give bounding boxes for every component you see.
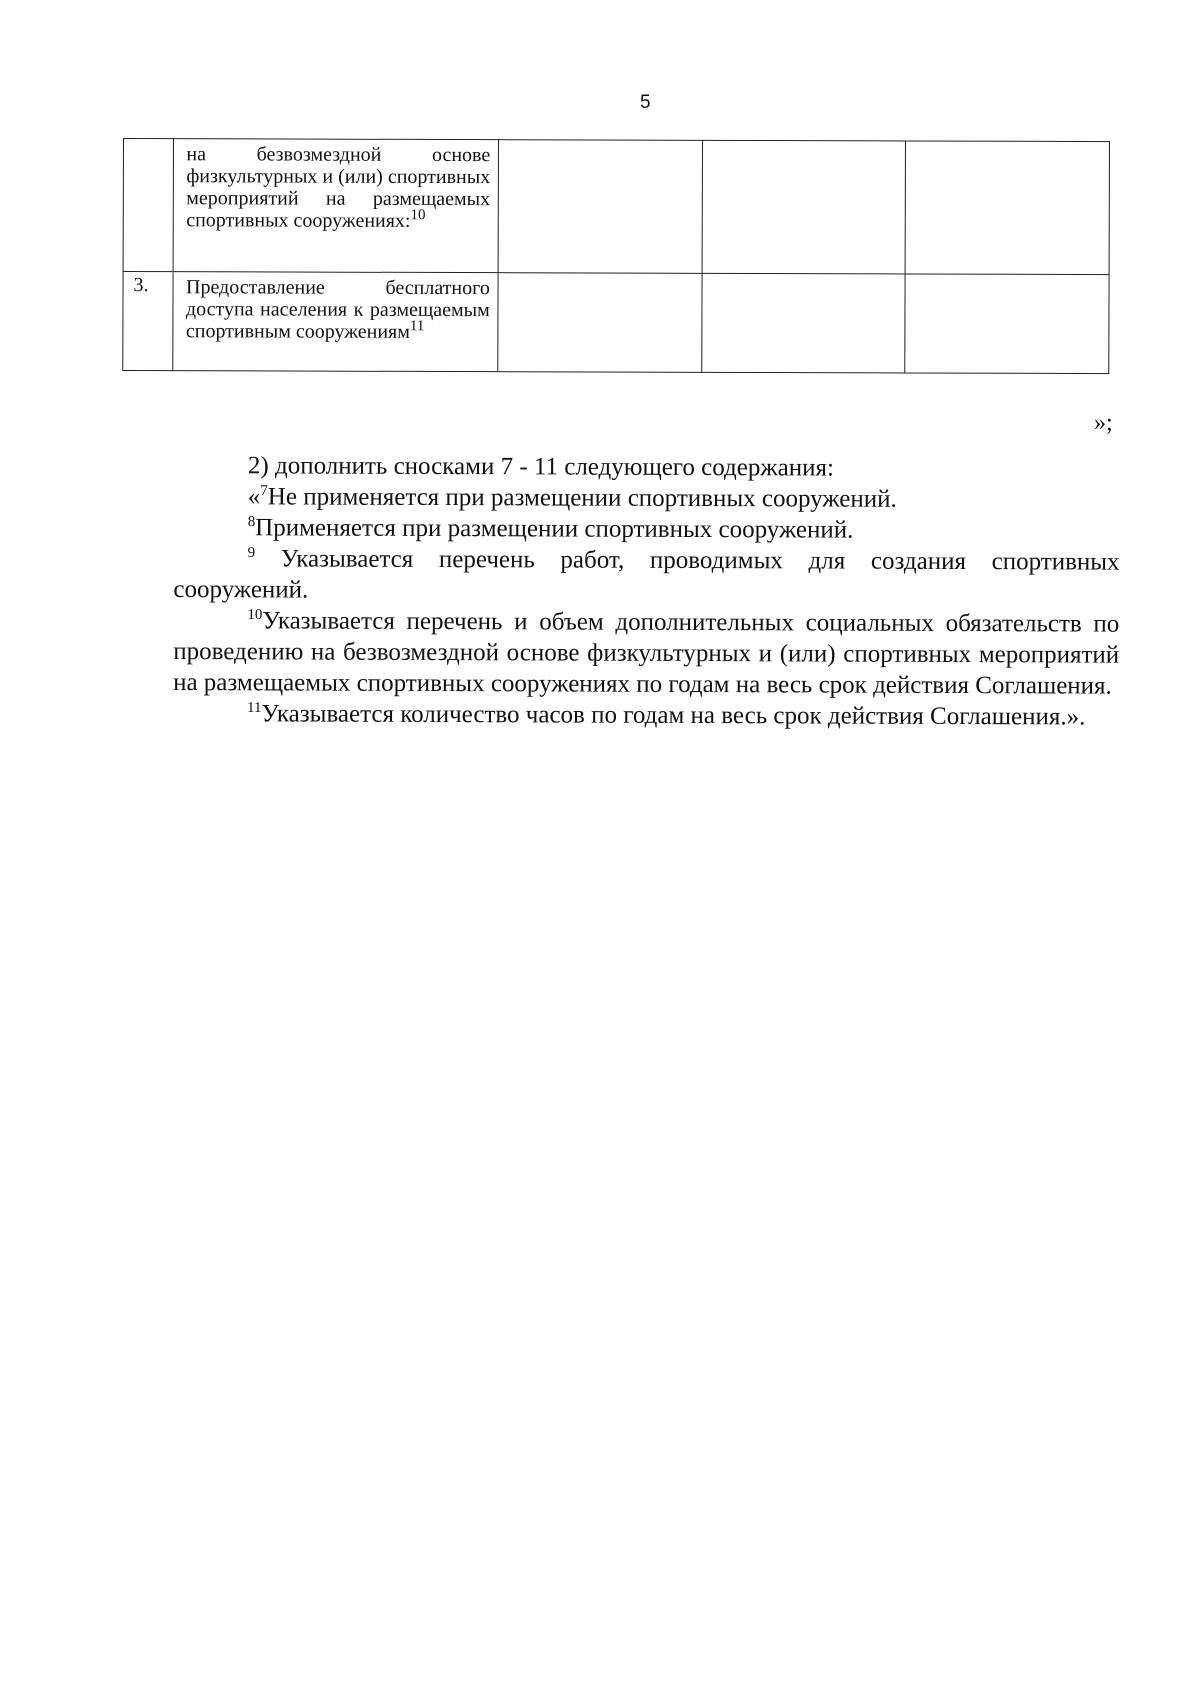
row-number-cell — [123, 139, 174, 272]
footnote-9 — [173, 543, 1119, 609]
table-row — [123, 139, 1109, 275]
footnote-text: Указывается количество часов по годам на весь срок действия Соглашения.». — [261, 700, 1086, 731]
amendment-table — [122, 138, 1110, 374]
footnote-number: 8 — [247, 513, 256, 530]
footnote-text: Применяется при размещении спортивных сооружений. — [255, 514, 854, 544]
footnote-10 — [173, 605, 1119, 702]
footnote-text: Не применяется при размещении спортивных сооружений. — [267, 483, 897, 513]
empty-cell — [905, 141, 1109, 275]
footnote-text: Указывается перечень работ, проводимых для создания спортивных сооружений. — [173, 545, 1120, 604]
closing-quote: »; — [1094, 410, 1113, 436]
empty-cell — [702, 140, 906, 274]
footnote-reference: 11 — [409, 318, 425, 335]
empty-cell — [905, 274, 1109, 374]
row-description-cell — [174, 139, 499, 273]
row-description-text: на безвозмездной основе физкультурных и (или) спортивных мероприятий на размещаемых спортивных сооружениях: — [186, 143, 491, 232]
empty-cell — [498, 273, 702, 373]
row-number-cell: 3. — [123, 272, 174, 371]
amendment-text — [173, 450, 1120, 733]
footnote-text: Указывается перечень и объем дополнительных социальных обязательств по проведению на безвозмездной основе физкультурных и (или) спортивных мероприятий на размещаемых спортивных сооружениях по годам на весь срок действия Соглашения. — [173, 607, 1120, 700]
page-number: 5 — [640, 92, 651, 113]
footnote-8 — [174, 512, 1120, 547]
empty-cell — [702, 273, 906, 373]
opening-quote: « — [247, 483, 261, 511]
empty-cell — [498, 140, 702, 274]
footnote-reference: 10 — [410, 207, 426, 224]
footnote-number: 7 — [260, 483, 268, 500]
footnote-number: 11 — [246, 699, 262, 717]
table-row — [123, 272, 1109, 374]
footnote-11 — [173, 698, 1119, 733]
row-description-cell — [173, 272, 498, 372]
amendment-item: 2) дополнить сносками 7 - 11 следующего содержания: — [247, 452, 835, 482]
footnote-7 — [174, 481, 1120, 516]
footnote-number: 9 — [247, 544, 256, 561]
row-description-text: Предоставление бесплатного доступа населения к размещаемым спортивным сооружениям — [185, 276, 490, 343]
footnote-number: 10 — [247, 606, 263, 624]
